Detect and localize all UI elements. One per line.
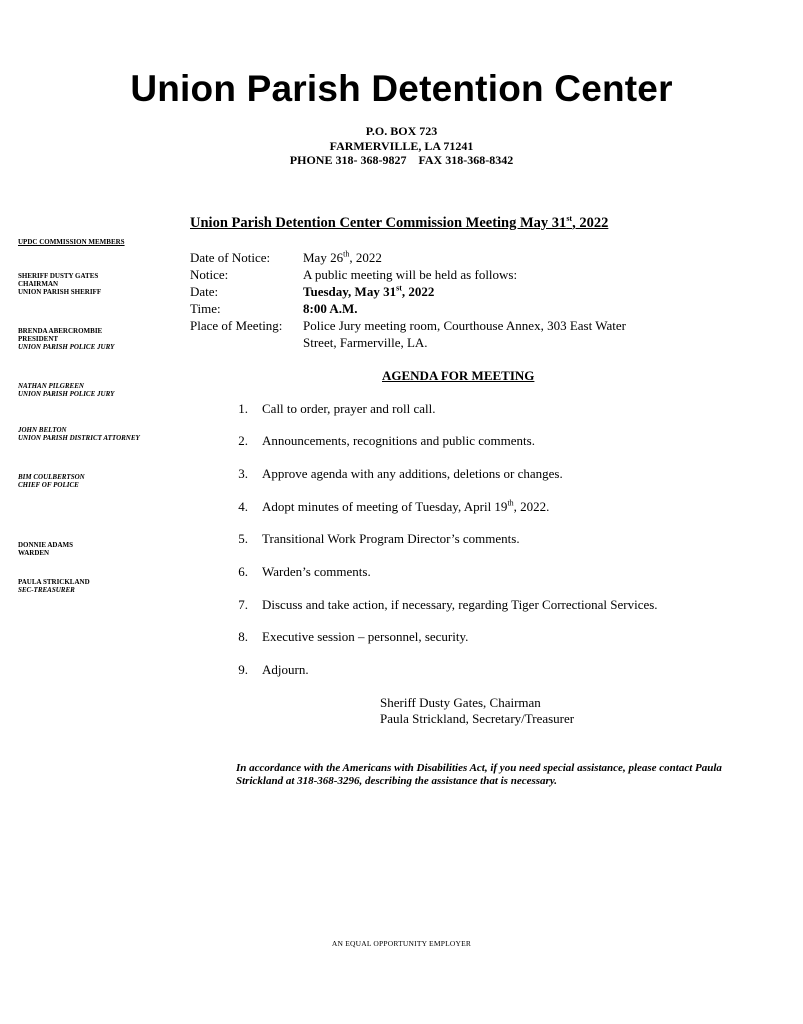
place-value-line1: Police Jury meeting room, Courthouse Annex, 303 East Water xyxy=(303,318,626,333)
member-name: DONNIE ADAMS xyxy=(18,541,74,549)
date-of-notice-label: Date of Notice: xyxy=(190,250,271,265)
agenda-item-text: Approve agenda with any additions, deletions or changes. xyxy=(262,466,563,481)
member-title: UNION PARISH POLICE JURY xyxy=(18,390,115,398)
member-title: SEC-TREASURER xyxy=(18,586,75,594)
agenda-item-text: Call to order, prayer and roll call. xyxy=(262,401,436,416)
agenda-item-text: Adopt minutes of meeting of Tuesday, April 19th, 2022. xyxy=(262,498,550,514)
member-title: UNION PARISH SHERIFF xyxy=(18,288,102,296)
footer-equal-opportunity: AN EQUAL OPPORTUNITY EMPLOYER xyxy=(331,939,472,948)
member-title: WARDEN xyxy=(18,549,50,557)
place-value-line2: Street, Farmerville, LA. xyxy=(303,335,428,350)
agenda-item-text: Warden’s comments. xyxy=(262,564,371,579)
date-label: Date: xyxy=(190,284,219,299)
member-name: JOHN BELTON xyxy=(18,426,67,434)
member-name: BIM COULBERTSON xyxy=(18,473,85,481)
agenda-item-text: Adjourn. xyxy=(262,662,309,677)
agenda-item-number: 5. xyxy=(238,531,248,546)
member-title: CHAIRMAN xyxy=(18,280,59,288)
member-nathan-pilgreen xyxy=(18,382,114,398)
meeting-date-value: Tuesday, May 31st, 2022 xyxy=(303,283,435,299)
agenda-item-text: Transitional Work Program Director’s comments. xyxy=(262,531,520,546)
place-label: Place of Meeting: xyxy=(190,318,283,333)
member-brenda-abercrombie xyxy=(18,327,114,351)
member-sheriff-dusty-gates xyxy=(18,272,101,296)
ada-notice: In accordance with the Americans with Disabilities Act, if you need special assistance, please contact Paula Strickland at 318-368-3296, describing the assistance that is necessary. xyxy=(236,762,722,787)
agenda-item-text: Executive session – personnel, security. xyxy=(262,629,469,644)
meeting-heading: Union Parish Detention Center Commission Meeting May 31st, 2022 xyxy=(190,214,609,231)
agenda-item-number: 6. xyxy=(238,564,248,579)
member-name: PAULA STRICKLAND xyxy=(18,578,90,586)
member-title: CHIEF OF POLICE xyxy=(18,481,79,489)
po-box: P.O. BOX 723 xyxy=(365,124,438,138)
member-name: NATHAN PILGREEN xyxy=(18,382,84,390)
notice-label: Notice: xyxy=(190,267,229,282)
phone-fax: PHONE 318- 368-9827 FAX 318-368-8342 xyxy=(289,153,514,167)
agenda-heading: AGENDA FOR MEETING xyxy=(382,368,535,383)
agenda-item-number: 4. xyxy=(238,499,248,514)
commission-members-heading: UPDC COMMISSION MEMBERS xyxy=(18,238,125,246)
member-john-belton xyxy=(18,426,140,442)
member-name: BRENDA ABERCROMBIE xyxy=(18,327,103,335)
agenda-item-number: 3. xyxy=(238,466,248,481)
member-paula-strickland xyxy=(18,578,90,594)
time-label: Time: xyxy=(190,301,221,316)
organization-title: Union Parish Detention Center xyxy=(130,68,673,109)
date-of-notice-value: May 26th, 2022 xyxy=(303,249,382,265)
agenda-item-number: 2. xyxy=(238,433,248,448)
notice-value: A public meeting will be held as follows: xyxy=(303,267,518,282)
agenda-item-text: Announcements, recognitions and public comments. xyxy=(262,433,535,448)
city-address: FARMERVILLE, LA 71241 xyxy=(329,139,474,153)
signature-secretary: Paula Strickland, Secretary/Treasurer xyxy=(380,711,575,726)
member-title: PRESIDENT xyxy=(18,335,59,343)
meeting-time-value: 8:00 A.M. xyxy=(303,301,358,316)
agenda-item-number: 8. xyxy=(238,629,248,644)
member-bim-coulbertson xyxy=(18,473,85,489)
agenda-item-number: 7. xyxy=(238,597,248,612)
member-name: SHERIFF DUSTY GATES xyxy=(18,272,99,280)
agenda-item-text: Discuss and take action, if necessary, regarding Tiger Correctional Services. xyxy=(262,597,658,612)
agenda-item-number: 1. xyxy=(238,401,248,416)
agenda-item-number: 9. xyxy=(238,662,248,677)
member-donnie-adams xyxy=(18,541,73,557)
member-title: UNION PARISH DISTRICT ATTORNEY xyxy=(18,434,140,442)
signature-chairman: Sheriff Dusty Gates, Chairman xyxy=(380,695,541,710)
member-title: UNION PARISH POLICE JURY xyxy=(18,343,115,351)
